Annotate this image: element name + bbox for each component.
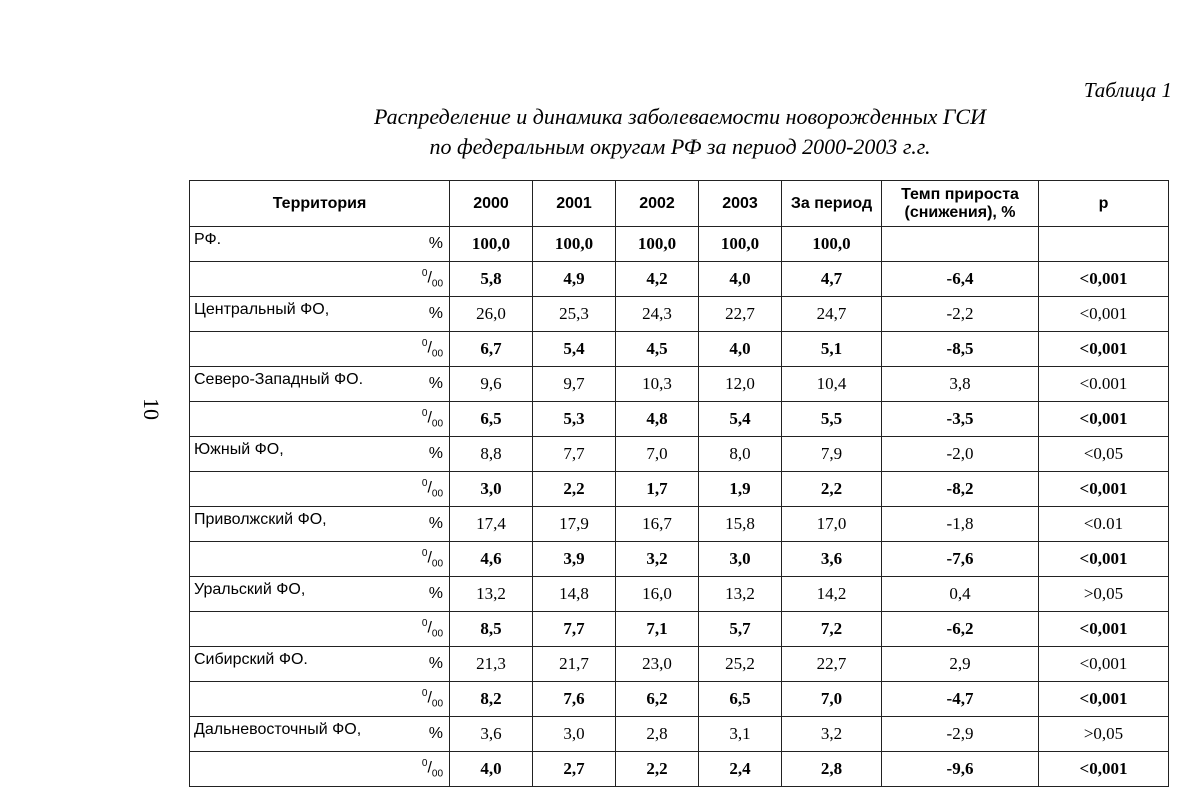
title-line-2: по федеральным округам РФ за период 2000-2003 г.г. [429,134,931,159]
page-number: 10 [139,398,164,420]
cell-percent: -2,0 [882,437,1039,472]
cell-percent: 23,0 [616,647,699,682]
cell-percent: 7,9 [782,437,882,472]
cell-permil: 5,1 [782,332,882,367]
unit-permil: $^0/_{00}$ [410,612,450,647]
cell-percent: 21,3 [450,647,533,682]
cell-percent: 17,0 [782,507,882,542]
cell-percent: 3,2 [782,717,882,752]
header-2000: 2000 [450,181,533,227]
unit-percent: % [410,717,450,752]
cell-percent: 100,0 [533,227,616,262]
header-p: р [1039,181,1169,227]
cell-permil: 5,7 [699,612,782,647]
cell-permil: -6,2 [882,612,1039,647]
cell-percent: -2,2 [882,297,1039,332]
table-title [200,102,1160,162]
territory-name-blank [190,752,410,787]
territory-name: Южный ФО, [190,437,410,472]
cell-percent: 25,3 [533,297,616,332]
territory-name: Центральный ФО, [190,297,410,332]
permil-sub: 00 [431,418,444,430]
cell-permil: 6,7 [450,332,533,367]
cell-permil: 5,5 [782,402,882,437]
permil-sup: 0 [421,478,428,490]
territory-name: Северо-Западный ФО. [190,367,410,402]
unit-percent: % [410,227,450,262]
table-row-permil [190,402,1169,437]
cell-percent: 24,3 [616,297,699,332]
cell-percent: 7,0 [616,437,699,472]
permil-sup: 0 [421,688,428,700]
permil-sub: 00 [431,278,444,290]
table-label: Таблица 1 [1083,78,1172,102]
cell-permil: 4,0 [699,262,782,297]
cell-permil: 4,6 [450,542,533,577]
cell-permil: 6,5 [699,682,782,717]
cell-percent: 3,6 [450,717,533,752]
unit-percent: % [410,507,450,542]
cell-percent: <0,001 [1039,647,1169,682]
header-growth [882,181,1039,227]
cell-permil: 5,3 [533,402,616,437]
header-2003: 2003 [699,181,782,227]
cell-percent: 9,6 [450,367,533,402]
cell-permil: -7,6 [882,542,1039,577]
header-growth-line-1: Темп прироста [901,185,1019,203]
cell-percent: 2,8 [616,717,699,752]
table-row-permil [190,682,1169,717]
cell-permil: 4,9 [533,262,616,297]
cell-permil: 6,5 [450,402,533,437]
territory-name-blank [190,682,410,717]
header-growth-line-2: (снижения), % [904,203,1016,221]
cell-percent: 14,8 [533,577,616,612]
cell-percent: 100,0 [616,227,699,262]
cell-percent: 12,0 [699,367,782,402]
territory-name-blank [190,262,410,297]
cell-percent: 7,7 [533,437,616,472]
permil-sup: 0 [421,338,428,350]
unit-percent: % [410,647,450,682]
table-row-permil [190,542,1169,577]
table-row-permil [190,612,1169,647]
cell-percent: 8,8 [450,437,533,472]
header-2002: 2002 [616,181,699,227]
cell-permil: 1,7 [616,472,699,507]
unit-permil: $^0/_{00}$ [410,472,450,507]
cell-permil: <0,001 [1039,402,1169,437]
cell-permil: <0,001 [1039,542,1169,577]
cell-permil: -3,5 [882,402,1039,437]
cell-permil: 4,2 [616,262,699,297]
cell-percent: 22,7 [782,647,882,682]
cell-percent: 16,7 [616,507,699,542]
cell-percent: <0,001 [1039,297,1169,332]
cell-percent: 16,0 [616,577,699,612]
cell-percent: -1,8 [882,507,1039,542]
cell-permil: -4,7 [882,682,1039,717]
table-row-percent [190,717,1169,752]
territory-name-blank [190,402,410,437]
cell-permil: <0,001 [1039,472,1169,507]
territory-name: Сибирский ФО. [190,647,410,682]
table-row-percent [190,437,1169,472]
cell-permil: 7,6 [533,682,616,717]
cell-permil: 3,9 [533,542,616,577]
permil-sub: 00 [431,628,444,640]
cell-permil: 7,1 [616,612,699,647]
cell-percent: 13,2 [699,577,782,612]
cell-permil: 3,0 [699,542,782,577]
unit-percent: % [410,367,450,402]
cell-percent: >0,05 [1039,577,1169,612]
cell-percent: <0,05 [1039,437,1169,472]
cell-permil: 7,7 [533,612,616,647]
incidence-table [189,180,1169,787]
permil-sub: 00 [431,558,444,570]
cell-percent: >0,05 [1039,717,1169,752]
cell-permil: 2,8 [782,752,882,787]
unit-permil: $^0/_{00}$ [410,682,450,717]
cell-percent: 25,2 [699,647,782,682]
table-row-permil [190,332,1169,367]
cell-percent: 17,4 [450,507,533,542]
territory-name-blank [190,472,410,507]
permil-sup: 0 [421,618,428,630]
territory-name: Уральский ФО, [190,577,410,612]
header-row [190,181,1169,227]
cell-permil: <0,001 [1039,612,1169,647]
cell-percent: <0.01 [1039,507,1169,542]
permil-sup: 0 [421,758,428,770]
territory-name-blank [190,332,410,367]
cell-percent: <0.001 [1039,367,1169,402]
cell-percent: 14,2 [782,577,882,612]
cell-percent: 10,4 [782,367,882,402]
cell-permil: 8,5 [450,612,533,647]
cell-permil: 2,2 [782,472,882,507]
cell-permil: -6,4 [882,262,1039,297]
cell-percent: 2,9 [882,647,1039,682]
cell-permil: 4,0 [699,332,782,367]
cell-permil: 2,2 [533,472,616,507]
cell-percent: 15,8 [699,507,782,542]
cell-permil: 3,0 [450,472,533,507]
cell-permil: 4,0 [450,752,533,787]
cell-permil: 2,2 [616,752,699,787]
permil-sub: 00 [431,488,444,500]
territory-name-blank [190,612,410,647]
cell-permil: 2,7 [533,752,616,787]
table-row-permil [190,262,1169,297]
cell-permil: <0,001 [1039,682,1169,717]
table-row-permil [190,472,1169,507]
cell-percent: 21,7 [533,647,616,682]
cell-permil: 3,6 [782,542,882,577]
cell-permil: 5,4 [699,402,782,437]
permil-sub: 00 [431,768,444,780]
cell-percent: 9,7 [533,367,616,402]
cell-permil: 4,5 [616,332,699,367]
unit-permil: $^0/_{00}$ [410,402,450,437]
cell-permil: 7,0 [782,682,882,717]
table-row-percent [190,647,1169,682]
table-row-permil [190,752,1169,787]
cell-permil: 1,9 [699,472,782,507]
title-line-1: Распределение и динамика заболеваемости новорожденных ГСИ [374,104,986,129]
header-period: За период [782,181,882,227]
cell-permil: <0,001 [1039,332,1169,367]
territory-name: РФ. [190,227,410,262]
table-row-percent [190,367,1169,402]
unit-percent: % [410,437,450,472]
cell-permil: -8,2 [882,472,1039,507]
table-row-percent [190,507,1169,542]
unit-permil: $^0/_{00}$ [410,332,450,367]
unit-permil: $^0/_{00}$ [410,542,450,577]
cell-permil: 6,2 [616,682,699,717]
cell-percent: 24,7 [782,297,882,332]
cell-percent [882,227,1039,262]
cell-percent: 3,8 [882,367,1039,402]
territory-name: Дальневосточный ФО, [190,717,410,752]
cell-percent: 100,0 [699,227,782,262]
permil-sup: 0 [421,548,428,560]
table-row-percent [190,577,1169,612]
table-row-percent [190,297,1169,332]
cell-permil: 5,4 [533,332,616,367]
cell-percent: 13,2 [450,577,533,612]
permil-sub: 00 [431,698,444,710]
cell-percent: 22,7 [699,297,782,332]
table-body [190,227,1169,787]
cell-percent: 100,0 [450,227,533,262]
permil-sup: 0 [421,408,428,420]
cell-percent: 10,3 [616,367,699,402]
territory-name-blank [190,542,410,577]
cell-percent: 8,0 [699,437,782,472]
cell-percent [1039,227,1169,262]
header-2001: 2001 [533,181,616,227]
cell-permil: <0,001 [1039,262,1169,297]
cell-percent: 0,4 [882,577,1039,612]
cell-permil: 7,2 [782,612,882,647]
cell-permil: -9,6 [882,752,1039,787]
unit-permil: $^0/_{00}$ [410,262,450,297]
cell-percent: -2,9 [882,717,1039,752]
unit-percent: % [410,577,450,612]
unit-percent: % [410,297,450,332]
header-territory: Территория [190,181,450,227]
cell-permil: 5,8 [450,262,533,297]
cell-permil: 2,4 [699,752,782,787]
cell-percent: 100,0 [782,227,882,262]
cell-permil: 3,2 [616,542,699,577]
cell-permil: 4,8 [616,402,699,437]
cell-percent: 17,9 [533,507,616,542]
cell-permil: -8,5 [882,332,1039,367]
cell-permil: 4,7 [782,262,882,297]
cell-permil: 8,2 [450,682,533,717]
cell-percent: 3,1 [699,717,782,752]
permil-sub: 00 [431,348,444,360]
cell-percent: 26,0 [450,297,533,332]
unit-permil: $^0/_{00}$ [410,752,450,787]
cell-percent: 3,0 [533,717,616,752]
permil-sup: 0 [421,268,428,280]
territory-name: Приволжский ФО, [190,507,410,542]
table-row-percent [190,227,1169,262]
cell-permil: <0,001 [1039,752,1169,787]
